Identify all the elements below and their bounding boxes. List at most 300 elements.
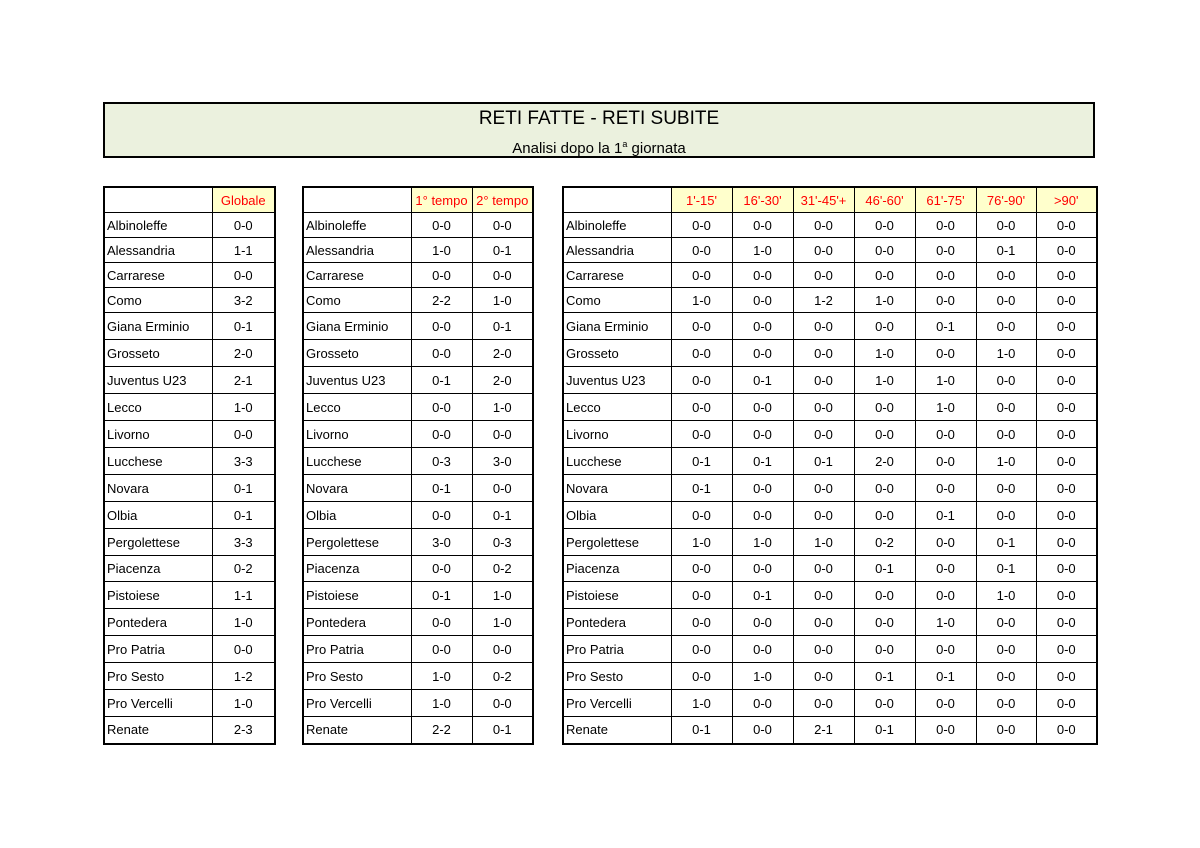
score-cell: 0-1 bbox=[212, 313, 275, 340]
team-name-cell: Pontedera bbox=[104, 609, 212, 636]
table-row bbox=[563, 556, 1097, 582]
score-cell: 2-1 bbox=[793, 717, 854, 744]
score-cell: 0-0 bbox=[472, 421, 533, 448]
table-row bbox=[303, 556, 533, 582]
team-name-cell: Giana Erminio bbox=[563, 313, 671, 340]
score-cell: 0-0 bbox=[732, 717, 793, 744]
score-cell: 0-0 bbox=[915, 340, 976, 367]
score-cell: 0-0 bbox=[411, 502, 472, 529]
score-cell: 0-0 bbox=[472, 690, 533, 717]
team-name-cell: Olbia bbox=[563, 502, 671, 529]
score-cell: 0-2 bbox=[854, 529, 915, 556]
table-row bbox=[104, 394, 275, 421]
score-cell: 0-1 bbox=[212, 502, 275, 529]
score-cell: 0-0 bbox=[732, 263, 793, 288]
table-row bbox=[563, 448, 1097, 475]
score-cell: 0-1 bbox=[671, 475, 732, 502]
score-cell: 0-0 bbox=[411, 556, 472, 582]
score-cell: 1-0 bbox=[976, 448, 1036, 475]
score-cell: 0-0 bbox=[976, 367, 1036, 394]
score-cell: 0-0 bbox=[854, 582, 915, 609]
table-row bbox=[104, 263, 275, 288]
column-header: 2° tempo bbox=[472, 187, 533, 213]
score-cell: 0-0 bbox=[732, 475, 793, 502]
score-cell: 0-0 bbox=[915, 690, 976, 717]
score-cell: 0-0 bbox=[915, 556, 976, 582]
score-cell: 0-0 bbox=[793, 609, 854, 636]
score-cell: 0-1 bbox=[411, 367, 472, 394]
score-cell: 0-0 bbox=[411, 609, 472, 636]
header-row bbox=[303, 187, 533, 213]
column-header: 61'-75' bbox=[915, 187, 976, 213]
score-cell: 0-0 bbox=[793, 340, 854, 367]
table-row bbox=[303, 663, 533, 690]
score-cell: 0-1 bbox=[411, 582, 472, 609]
team-name-cell: Lucchese bbox=[563, 448, 671, 475]
score-cell: 0-0 bbox=[732, 690, 793, 717]
score-cell: 0-0 bbox=[1036, 340, 1097, 367]
table-row bbox=[104, 636, 275, 663]
team-name-cell: Pistoiese bbox=[303, 582, 411, 609]
score-cell: 1-0 bbox=[854, 367, 915, 394]
header-row bbox=[563, 187, 1097, 213]
header-row bbox=[104, 187, 275, 213]
score-cell: 0-0 bbox=[976, 609, 1036, 636]
team-name-cell: Albinoleffe bbox=[303, 213, 411, 238]
score-cell: 0-0 bbox=[411, 263, 472, 288]
team-name-cell: Carrarese bbox=[303, 263, 411, 288]
score-cell: 0-0 bbox=[976, 475, 1036, 502]
table-row bbox=[104, 421, 275, 448]
team-name-cell: Pro Sesto bbox=[563, 663, 671, 690]
score-cell: 0-1 bbox=[915, 663, 976, 690]
score-cell: 0-0 bbox=[793, 663, 854, 690]
score-cell: 0-0 bbox=[732, 556, 793, 582]
table-row bbox=[563, 238, 1097, 263]
table-row bbox=[303, 690, 533, 717]
table-row bbox=[563, 663, 1097, 690]
table-row bbox=[563, 340, 1097, 367]
score-cell: 0-0 bbox=[793, 367, 854, 394]
score-cell: 0-0 bbox=[1036, 475, 1097, 502]
page-subtitle bbox=[105, 135, 1093, 158]
score-cell: 0-1 bbox=[854, 663, 915, 690]
score-cell: 0-0 bbox=[793, 213, 854, 238]
score-cell: 0-0 bbox=[1036, 663, 1097, 690]
score-cell: 0-1 bbox=[854, 556, 915, 582]
team-name-cell: Pro Sesto bbox=[303, 663, 411, 690]
team-name-cell: Pro Vercelli bbox=[563, 690, 671, 717]
column-header: 46'-60' bbox=[854, 187, 915, 213]
score-cell: 1-0 bbox=[793, 529, 854, 556]
score-cell: 1-2 bbox=[793, 288, 854, 313]
score-cell: 2-2 bbox=[411, 288, 472, 313]
team-name-cell: Pro Vercelli bbox=[303, 690, 411, 717]
score-cell: 0-0 bbox=[732, 394, 793, 421]
table-row bbox=[104, 288, 275, 313]
page-title: RETI FATTE - RETI SUBITE bbox=[478, 108, 720, 129]
score-cell: 0-0 bbox=[1036, 529, 1097, 556]
score-cell: 0-0 bbox=[976, 421, 1036, 448]
team-name-cell: Alessandria bbox=[303, 238, 411, 263]
score-cell: 0-0 bbox=[411, 421, 472, 448]
score-cell: 0-0 bbox=[915, 213, 976, 238]
table-row bbox=[563, 394, 1097, 421]
score-cell: 0-0 bbox=[472, 475, 533, 502]
table-row bbox=[563, 529, 1097, 556]
score-cell: 0-0 bbox=[793, 263, 854, 288]
score-cell: 0-0 bbox=[976, 313, 1036, 340]
team-name-cell: Pergolettese bbox=[563, 529, 671, 556]
team-name-cell: Renate bbox=[303, 717, 411, 744]
score-cell: 1-0 bbox=[732, 529, 793, 556]
score-cell: 1-2 bbox=[212, 663, 275, 690]
table-row bbox=[104, 690, 275, 717]
score-cell: 0-0 bbox=[854, 475, 915, 502]
table-row bbox=[104, 475, 275, 502]
score-cell: 0-1 bbox=[915, 502, 976, 529]
table-row bbox=[563, 313, 1097, 340]
score-cell: 0-1 bbox=[472, 238, 533, 263]
score-cell: 0-1 bbox=[472, 502, 533, 529]
score-cell: 0-0 bbox=[411, 213, 472, 238]
score-cell: 0-0 bbox=[854, 263, 915, 288]
score-cell: 0-0 bbox=[1036, 421, 1097, 448]
score-cell: 2-3 bbox=[212, 717, 275, 744]
table-row bbox=[303, 313, 533, 340]
score-cell: 0-0 bbox=[1036, 690, 1097, 717]
score-cell: 1-0 bbox=[732, 663, 793, 690]
team-name-cell: Novara bbox=[303, 475, 411, 502]
table-row bbox=[563, 421, 1097, 448]
score-cell: 0-0 bbox=[411, 313, 472, 340]
score-cell: 0-1 bbox=[854, 717, 915, 744]
score-cell: 0-1 bbox=[915, 313, 976, 340]
table-row bbox=[303, 213, 533, 238]
team-name-cell: Grosseto bbox=[303, 340, 411, 367]
score-cell: 0-0 bbox=[793, 421, 854, 448]
team-name-cell: Lucchese bbox=[104, 448, 212, 475]
score-cell: 0-1 bbox=[793, 448, 854, 475]
team-name-cell: Olbia bbox=[303, 502, 411, 529]
table-row bbox=[104, 502, 275, 529]
score-cell: 0-0 bbox=[1036, 288, 1097, 313]
score-cell: 0-3 bbox=[472, 529, 533, 556]
table-row bbox=[563, 609, 1097, 636]
team-name-cell: Pistoiese bbox=[563, 582, 671, 609]
score-cell: 0-0 bbox=[212, 213, 275, 238]
score-cell: 3-0 bbox=[472, 448, 533, 475]
score-cell: 1-0 bbox=[671, 690, 732, 717]
table-row bbox=[563, 717, 1097, 744]
team-name-cell: Pergolettese bbox=[104, 529, 212, 556]
score-cell: 0-0 bbox=[976, 502, 1036, 529]
score-cell: 0-0 bbox=[671, 213, 732, 238]
score-cell: 0-0 bbox=[732, 502, 793, 529]
score-cell: 0-0 bbox=[976, 663, 1036, 690]
table-row bbox=[303, 288, 533, 313]
table-row bbox=[303, 340, 533, 367]
score-cell: 1-0 bbox=[671, 529, 732, 556]
score-cell: 1-0 bbox=[472, 288, 533, 313]
score-cell: 1-0 bbox=[915, 609, 976, 636]
team-name-cell: Lecco bbox=[104, 394, 212, 421]
team-name-cell: Pro Vercelli bbox=[104, 690, 212, 717]
team-name-cell: Pro Patria bbox=[563, 636, 671, 663]
table-row bbox=[303, 636, 533, 663]
team-name-cell: Renate bbox=[104, 717, 212, 744]
score-cell: 0-0 bbox=[671, 636, 732, 663]
score-cell: 0-0 bbox=[976, 690, 1036, 717]
score-cell: 0-1 bbox=[212, 475, 275, 502]
score-cell: 0-0 bbox=[671, 367, 732, 394]
column-header: >90' bbox=[1036, 187, 1097, 213]
team-name-cell: Piacenza bbox=[104, 556, 212, 582]
score-cell: 0-0 bbox=[793, 475, 854, 502]
team-name-cell: Albinoleffe bbox=[104, 213, 212, 238]
header-blank bbox=[563, 187, 671, 213]
table-row bbox=[104, 340, 275, 367]
score-cell: 1-1 bbox=[212, 238, 275, 263]
score-cell: 0-0 bbox=[793, 502, 854, 529]
score-cell: 0-0 bbox=[472, 213, 533, 238]
team-name-cell: Giana Erminio bbox=[104, 313, 212, 340]
table-row bbox=[104, 367, 275, 394]
table-row bbox=[563, 213, 1097, 238]
table-row bbox=[563, 288, 1097, 313]
score-cell: 1-0 bbox=[411, 663, 472, 690]
table-row bbox=[104, 448, 275, 475]
team-name-cell: Grosseto bbox=[563, 340, 671, 367]
team-name-cell: Juventus U23 bbox=[303, 367, 411, 394]
score-cell: 0-0 bbox=[671, 556, 732, 582]
score-cell: 0-0 bbox=[793, 394, 854, 421]
score-cell: 0-0 bbox=[1036, 448, 1097, 475]
team-name-cell: Lecco bbox=[303, 394, 411, 421]
score-cell: 0-0 bbox=[212, 421, 275, 448]
score-cell: 0-0 bbox=[915, 636, 976, 663]
header-blank bbox=[104, 187, 212, 213]
table-row bbox=[303, 394, 533, 421]
team-name-cell: Olbia bbox=[104, 502, 212, 529]
score-cell: 0-0 bbox=[915, 263, 976, 288]
table-global bbox=[103, 186, 276, 745]
team-name-cell: Juventus U23 bbox=[563, 367, 671, 394]
score-cell: 0-0 bbox=[671, 582, 732, 609]
score-cell: 0-0 bbox=[915, 288, 976, 313]
table-row bbox=[303, 529, 533, 556]
score-cell: 0-0 bbox=[212, 636, 275, 663]
score-cell: 0-0 bbox=[671, 663, 732, 690]
column-header: 16'-30' bbox=[732, 187, 793, 213]
score-cell: 1-0 bbox=[854, 340, 915, 367]
team-name-cell: Pro Patria bbox=[104, 636, 212, 663]
column-header: 1'-15' bbox=[671, 187, 732, 213]
score-cell: 0-1 bbox=[411, 475, 472, 502]
team-name-cell: Piacenza bbox=[563, 556, 671, 582]
score-cell: 1-0 bbox=[976, 582, 1036, 609]
score-cell: 0-0 bbox=[1036, 238, 1097, 263]
subtitle-ordinal: a bbox=[622, 139, 628, 149]
score-cell: 0-0 bbox=[915, 421, 976, 448]
score-cell: 0-0 bbox=[976, 717, 1036, 744]
score-cell: 0-0 bbox=[854, 636, 915, 663]
score-cell: 1-0 bbox=[915, 367, 976, 394]
score-cell: 0-0 bbox=[976, 263, 1036, 288]
score-cell: 0-0 bbox=[854, 609, 915, 636]
table-row bbox=[303, 502, 533, 529]
team-name-cell: Pro Sesto bbox=[104, 663, 212, 690]
score-cell: 1-0 bbox=[472, 609, 533, 636]
table-row bbox=[563, 690, 1097, 717]
table-row bbox=[104, 238, 275, 263]
team-name-cell: Pistoiese bbox=[104, 582, 212, 609]
team-name-cell: Pontedera bbox=[303, 609, 411, 636]
team-name-cell: Como bbox=[303, 288, 411, 313]
score-cell: 0-0 bbox=[732, 313, 793, 340]
score-cell: 0-0 bbox=[854, 394, 915, 421]
score-cell: 0-0 bbox=[1036, 367, 1097, 394]
team-name-cell: Novara bbox=[104, 475, 212, 502]
score-cell: 2-2 bbox=[411, 717, 472, 744]
score-cell: 1-0 bbox=[732, 238, 793, 263]
score-cell: 1-0 bbox=[411, 238, 472, 263]
table-row bbox=[104, 663, 275, 690]
score-cell: 0-0 bbox=[732, 609, 793, 636]
score-cell: 0-1 bbox=[732, 367, 793, 394]
score-cell: 0-0 bbox=[732, 288, 793, 313]
score-cell: 0-0 bbox=[854, 313, 915, 340]
team-name-cell: Juventus U23 bbox=[104, 367, 212, 394]
score-cell: 0-0 bbox=[671, 502, 732, 529]
score-cell: 0-0 bbox=[854, 238, 915, 263]
table-row bbox=[104, 529, 275, 556]
score-cell: 0-0 bbox=[732, 340, 793, 367]
score-cell: 0-0 bbox=[854, 690, 915, 717]
score-cell: 0-0 bbox=[212, 263, 275, 288]
team-name-cell: Giana Erminio bbox=[303, 313, 411, 340]
column-header: 1° tempo bbox=[411, 187, 472, 213]
table-row bbox=[303, 582, 533, 609]
score-cell: 0-1 bbox=[976, 529, 1036, 556]
score-cell: 1-1 bbox=[212, 582, 275, 609]
score-cell: 1-0 bbox=[212, 609, 275, 636]
score-cell: 0-0 bbox=[854, 502, 915, 529]
team-name-cell: Pro Patria bbox=[303, 636, 411, 663]
score-cell: 0-0 bbox=[671, 238, 732, 263]
score-cell: 2-0 bbox=[854, 448, 915, 475]
table-row bbox=[563, 367, 1097, 394]
table-row bbox=[303, 448, 533, 475]
table-row bbox=[303, 717, 533, 744]
score-cell: 0-0 bbox=[976, 213, 1036, 238]
score-cell: 0-0 bbox=[1036, 582, 1097, 609]
score-cell: 0-0 bbox=[1036, 502, 1097, 529]
score-cell: 0-0 bbox=[472, 263, 533, 288]
score-cell: 0-0 bbox=[793, 556, 854, 582]
score-cell: 0-2 bbox=[212, 556, 275, 582]
table-row bbox=[104, 717, 275, 744]
score-cell: 0-1 bbox=[732, 582, 793, 609]
team-name-cell: Como bbox=[563, 288, 671, 313]
team-name-cell: Grosseto bbox=[104, 340, 212, 367]
team-name-cell: Livorno bbox=[563, 421, 671, 448]
score-cell: 0-0 bbox=[793, 238, 854, 263]
score-cell: 0-0 bbox=[671, 313, 732, 340]
score-cell: 0-0 bbox=[1036, 609, 1097, 636]
team-name-cell: Livorno bbox=[303, 421, 411, 448]
table-row bbox=[104, 582, 275, 609]
score-cell: 1-0 bbox=[472, 582, 533, 609]
score-cell: 0-0 bbox=[1036, 213, 1097, 238]
score-cell: 0-0 bbox=[472, 636, 533, 663]
header-blank bbox=[303, 187, 411, 213]
score-cell: 2-1 bbox=[212, 367, 275, 394]
score-cell: 0-0 bbox=[732, 213, 793, 238]
score-cell: 2-0 bbox=[472, 367, 533, 394]
score-cell: 0-0 bbox=[793, 690, 854, 717]
score-cell: 0-0 bbox=[915, 475, 976, 502]
score-cell: 0-0 bbox=[732, 421, 793, 448]
title-box bbox=[103, 102, 1095, 158]
score-cell: 0-0 bbox=[854, 213, 915, 238]
score-cell: 0-1 bbox=[976, 556, 1036, 582]
score-cell: 0-0 bbox=[976, 394, 1036, 421]
score-cell: 0-1 bbox=[472, 313, 533, 340]
score-cell: 0-0 bbox=[793, 636, 854, 663]
table-row bbox=[104, 609, 275, 636]
score-cell: 1-0 bbox=[411, 690, 472, 717]
table-row bbox=[563, 475, 1097, 502]
team-name-cell: Carrarese bbox=[563, 263, 671, 288]
team-name-cell: Como bbox=[104, 288, 212, 313]
score-cell: 1-0 bbox=[854, 288, 915, 313]
team-name-cell: Albinoleffe bbox=[563, 213, 671, 238]
score-cell: 0-1 bbox=[472, 717, 533, 744]
score-cell: 0-2 bbox=[472, 556, 533, 582]
score-cell: 2-0 bbox=[472, 340, 533, 367]
table-row bbox=[563, 636, 1097, 663]
column-header: 31'-45'+ bbox=[793, 187, 854, 213]
score-cell: 0-0 bbox=[854, 421, 915, 448]
score-cell: 1-0 bbox=[915, 394, 976, 421]
score-cell: 0-0 bbox=[671, 609, 732, 636]
team-name-cell: Pontedera bbox=[563, 609, 671, 636]
score-cell: 3-3 bbox=[212, 448, 275, 475]
table-row bbox=[104, 213, 275, 238]
score-cell: 0-0 bbox=[1036, 313, 1097, 340]
table-row bbox=[104, 556, 275, 582]
team-name-cell: Alessandria bbox=[563, 238, 671, 263]
team-name-cell: Livorno bbox=[104, 421, 212, 448]
score-cell: 3-3 bbox=[212, 529, 275, 556]
table-row bbox=[303, 609, 533, 636]
score-cell: 0-0 bbox=[976, 288, 1036, 313]
score-cell: 0-0 bbox=[915, 448, 976, 475]
team-name-cell: Renate bbox=[563, 717, 671, 744]
team-name-cell: Pergolettese bbox=[303, 529, 411, 556]
table-row bbox=[563, 582, 1097, 609]
subtitle-text: Analisi dopo la 1 bbox=[512, 140, 623, 157]
score-cell: 0-0 bbox=[976, 636, 1036, 663]
score-cell: 0-0 bbox=[671, 340, 732, 367]
table-row bbox=[104, 313, 275, 340]
table-row bbox=[563, 263, 1097, 288]
table-row bbox=[303, 475, 533, 502]
score-cell: 0-0 bbox=[1036, 556, 1097, 582]
score-cell: 1-0 bbox=[212, 394, 275, 421]
team-name-cell: Carrarese bbox=[104, 263, 212, 288]
